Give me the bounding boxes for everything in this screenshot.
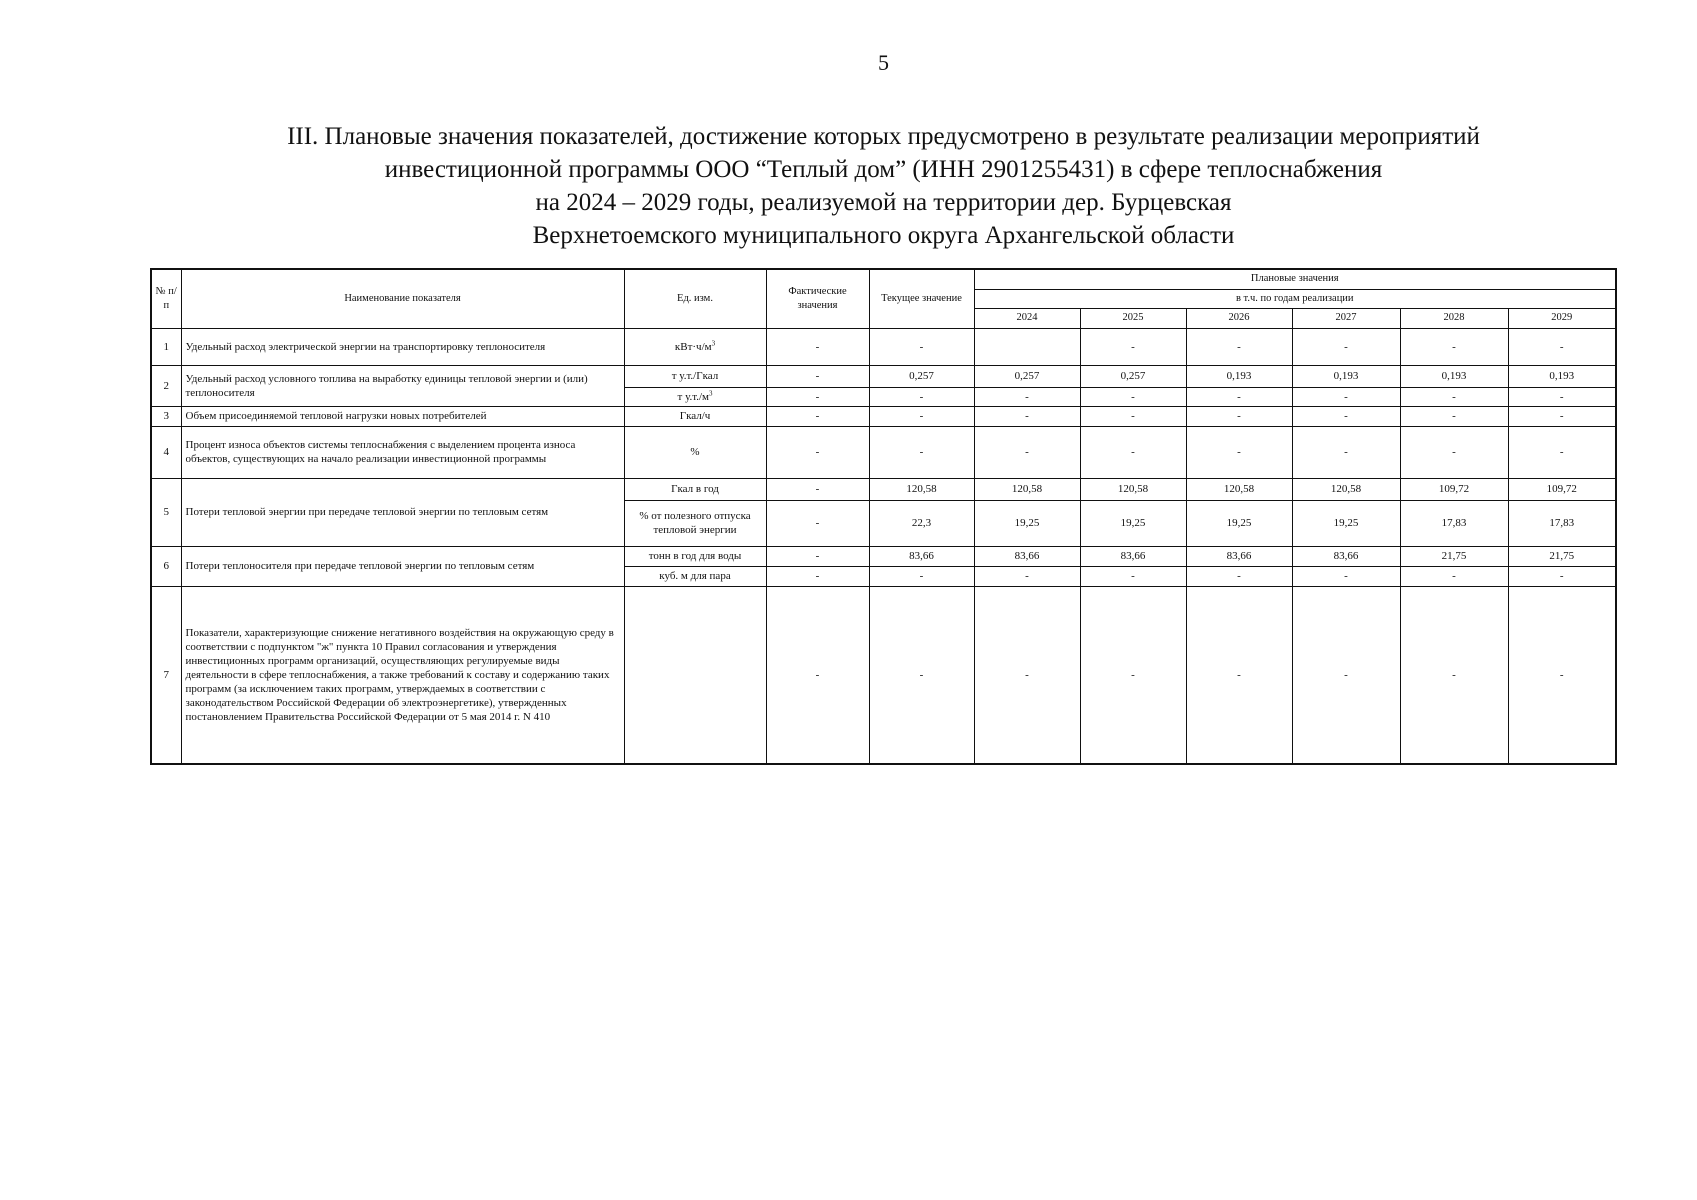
title-line-3: на 2024 – 2029 годы, реализуемой на территории дер. Бурцевская <box>535 189 1232 216</box>
actual-value: - <box>766 387 869 406</box>
unit-cell <box>624 406 766 426</box>
row-number: 1 <box>151 328 181 365</box>
year-value: 83,66 <box>974 546 1080 566</box>
indicator-name: Процент износа объектов системы теплоснабжения с выделением процента износа объектов, существующих на начало реализации инвестиционной программы <box>181 426 624 478</box>
unit-text: кВт·ч/м <box>674 340 712 353</box>
current-value: 0,257 <box>869 365 974 387</box>
actual-value: - <box>766 426 869 478</box>
unit-text: тонн в год для воды <box>648 550 742 562</box>
table-row <box>151 426 1616 478</box>
indicators-table <box>150 268 1617 765</box>
header-year: 2025 <box>1080 308 1186 328</box>
unit-superscript: 3 <box>708 388 713 397</box>
table-row <box>151 328 1616 365</box>
document-title <box>230 120 1537 252</box>
table-row <box>151 365 1616 387</box>
unit-superscript: 3 <box>711 338 716 347</box>
year-value: 0,193 <box>1508 365 1616 387</box>
table-body <box>151 328 1616 764</box>
current-value: 83,66 <box>869 546 974 566</box>
unit-text: т у.т./м <box>677 390 709 403</box>
year-value: 0,257 <box>974 365 1080 387</box>
unit-cell <box>624 365 766 387</box>
year-value: 120,58 <box>1080 478 1186 500</box>
header-num: № п/п <box>151 269 181 328</box>
indicator-name: Объем присоединяемой тепловой нагрузки новых потребителей <box>181 406 624 426</box>
current-value: - <box>869 586 974 764</box>
unit-text: т у.т./Гкал <box>671 370 719 382</box>
unit-cell <box>624 500 766 546</box>
year-value: 21,75 <box>1400 546 1508 566</box>
year-value: - <box>1292 586 1400 764</box>
header-name: Наименование показателя <box>181 269 624 328</box>
year-value: - <box>1186 387 1292 406</box>
unit-cell <box>624 478 766 500</box>
year-value: 0,193 <box>1292 365 1400 387</box>
year-value: 120,58 <box>1292 478 1400 500</box>
header-year: 2027 <box>1292 308 1400 328</box>
year-value: 83,66 <box>1080 546 1186 566</box>
unit-text: Гкал в год <box>671 483 719 495</box>
page-number: 5 <box>878 50 889 75</box>
year-value: 19,25 <box>1080 500 1186 546</box>
unit-cell <box>624 546 766 566</box>
header-year: 2026 <box>1186 308 1292 328</box>
year-value: - <box>1080 566 1186 586</box>
actual-value: - <box>766 328 869 365</box>
year-value: - <box>1186 586 1292 764</box>
year-value: - <box>1400 328 1508 365</box>
current-value: - <box>869 406 974 426</box>
unit-cell <box>624 586 766 764</box>
unit-cell <box>624 426 766 478</box>
year-value: - <box>1186 426 1292 478</box>
year-value: - <box>1508 586 1616 764</box>
year-value: 17,83 <box>1508 500 1616 546</box>
actual-value: - <box>766 365 869 387</box>
row-number: 7 <box>151 586 181 764</box>
year-value: 83,66 <box>1186 546 1292 566</box>
row-number: 3 <box>151 406 181 426</box>
year-value: - <box>1080 387 1186 406</box>
year-value: 19,25 <box>974 500 1080 546</box>
year-value: - <box>1508 406 1616 426</box>
year-value: 19,25 <box>1186 500 1292 546</box>
actual-value: - <box>766 586 869 764</box>
year-value: - <box>1400 566 1508 586</box>
year-value: - <box>1400 406 1508 426</box>
header-current: Текущее значение <box>869 269 974 328</box>
unit-cell <box>624 328 766 365</box>
header-unit: Ед. изм. <box>624 269 766 328</box>
table-row <box>151 546 1616 566</box>
year-value: - <box>1292 328 1400 365</box>
unit-text: % <box>690 446 700 458</box>
actual-value: - <box>766 566 869 586</box>
year-value: - <box>974 586 1080 764</box>
unit-text: Гкал/ч <box>679 410 711 422</box>
year-value: 19,25 <box>1292 500 1400 546</box>
actual-value: - <box>766 500 869 546</box>
title-line-4: Верхнетоемского муниципального округа Архангельской области <box>532 222 1235 249</box>
year-value: 17,83 <box>1400 500 1508 546</box>
header-year: 2028 <box>1400 308 1508 328</box>
year-value: - <box>1186 566 1292 586</box>
year-value: - <box>1400 586 1508 764</box>
actual-value: - <box>766 478 869 500</box>
row-number: 5 <box>151 478 181 546</box>
year-value: - <box>1186 406 1292 426</box>
title-line-2: инвестиционной программы ООО “Теплый дом” (ИНН 2901255431) в сфере теплоснабжения <box>384 156 1383 183</box>
year-value: - <box>974 426 1080 478</box>
header-year: 2024 <box>974 308 1080 328</box>
row-number: 2 <box>151 365 181 406</box>
current-value: 22,3 <box>869 500 974 546</box>
unit-text: % от полезного отпуска тепловой энергии <box>639 510 751 536</box>
year-value: - <box>1080 328 1186 365</box>
year-value: 83,66 <box>1292 546 1400 566</box>
indicator-name: Потери тепловой энергии при передаче тепловой энергии по тепловым сетям <box>181 478 624 546</box>
title-line-1: III. Плановые значения показателей, достижение которых предусмотрено в результате реализации мероприятий <box>287 123 1480 150</box>
year-value: - <box>974 566 1080 586</box>
year-value: - <box>974 406 1080 426</box>
year-value: - <box>1292 426 1400 478</box>
year-value: - <box>1508 426 1616 478</box>
year-value: - <box>1508 328 1616 365</box>
table-row <box>151 478 1616 500</box>
row-number: 6 <box>151 546 181 586</box>
header-year: 2029 <box>1508 308 1616 328</box>
year-value: - <box>1080 586 1186 764</box>
year-value: 0,193 <box>1186 365 1292 387</box>
header-planned: Плановые значения <box>974 269 1616 289</box>
current-value: - <box>869 328 974 365</box>
unit-cell <box>624 387 766 406</box>
year-value: 0,257 <box>1080 365 1186 387</box>
year-value: - <box>1400 426 1508 478</box>
year-value: - <box>1080 406 1186 426</box>
year-value: - <box>1508 387 1616 406</box>
indicator-name: Потери теплоносителя при передаче тепловой энергии по тепловым сетям <box>181 546 624 586</box>
year-value <box>974 328 1080 365</box>
current-value: - <box>869 387 974 406</box>
year-value: 120,58 <box>1186 478 1292 500</box>
year-value: - <box>1292 566 1400 586</box>
indicator-name: Удельный расход электрической энергии на транспортировку теплоносителя <box>181 328 624 365</box>
year-value: - <box>1292 406 1400 426</box>
header-by-years: в т.ч. по годам реализации <box>974 289 1616 308</box>
actual-value: - <box>766 406 869 426</box>
row-number: 4 <box>151 426 181 478</box>
year-value: 21,75 <box>1508 546 1616 566</box>
current-value: 120,58 <box>869 478 974 500</box>
year-value: 109,72 <box>1508 478 1616 500</box>
unit-cell <box>624 566 766 586</box>
table-row <box>151 406 1616 426</box>
year-value: - <box>1186 328 1292 365</box>
year-value: - <box>1292 387 1400 406</box>
header-actual: Фактические значения <box>766 269 869 328</box>
unit-text: куб. м для пара <box>659 570 731 582</box>
actual-value: - <box>766 546 869 566</box>
year-value: 120,58 <box>974 478 1080 500</box>
indicator-name: Показатели, характеризующие снижение негативного воздействия на окружающую среду в соответствии с подпунктом "ж" пункта 10 Правил согласования и утверждения инвестиционных программ организаций, осуществляющих регулируемые виды деятельности в сфере теплоснабжения, а также требований к составу и содержанию таких программ (за исключением таких программ, утверждаемых в соответствии с законодательством Российской Федерации об электроэнергетике), утвержденных постановлением Правительства Российской Федерации от 5 мая 2014 г. N 410 <box>181 586 624 764</box>
current-value: - <box>869 566 974 586</box>
year-value: 0,193 <box>1400 365 1508 387</box>
table-row <box>151 586 1616 764</box>
year-value: - <box>1080 426 1186 478</box>
current-value: - <box>869 426 974 478</box>
year-value: - <box>974 387 1080 406</box>
year-value: - <box>1508 566 1616 586</box>
year-value: - <box>1400 387 1508 406</box>
year-value: 109,72 <box>1400 478 1508 500</box>
indicator-name: Удельный расход условного топлива на выработку единицы тепловой энергии и (или) теплоносителя <box>181 365 624 406</box>
